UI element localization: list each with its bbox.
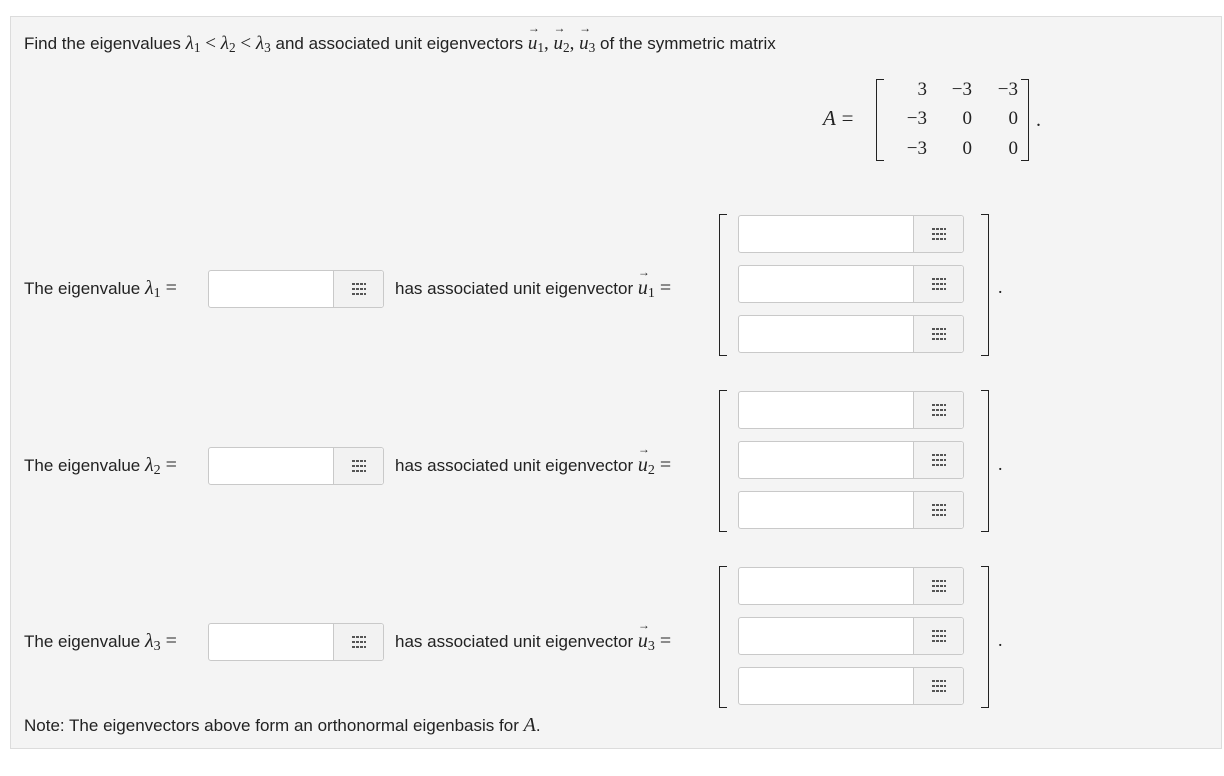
eigenvalue-3-answer xyxy=(208,623,384,661)
grid-icon xyxy=(932,278,946,290)
eigenvector-3-palette-button-3[interactable] xyxy=(913,668,963,704)
eigenvector-3-entry-3 xyxy=(738,667,964,705)
vector-2-right-bracket xyxy=(981,390,989,532)
grid-icon xyxy=(932,680,946,692)
matrix-cell: 0 xyxy=(962,138,972,159)
eigenvalue-1-answer xyxy=(208,270,384,308)
eigenvalue-1-input[interactable] xyxy=(209,271,334,307)
eigenvector-3-input-3[interactable] xyxy=(739,668,914,704)
prompt-text: and associated unit eigenvectors xyxy=(275,34,524,53)
prompt-text: Find the eigenvalues xyxy=(24,34,181,53)
prompt-eigenvalue-ordering: $\lambda_1 < \lambda_2 < \lambda_3$ xyxy=(185,33,271,55)
eigenvector-2-palette-button-3[interactable] xyxy=(913,492,963,528)
question-prompt xyxy=(24,33,776,56)
eigenvector-2-label: has associated unit eigenvector → $u_2$ = xyxy=(395,454,671,479)
eigenvector-2-entry-3 xyxy=(738,491,964,529)
eigenvector-3-entry-1 xyxy=(738,567,964,605)
eigenvector-2-input-2[interactable] xyxy=(739,442,914,478)
matrix-right-bracket xyxy=(1021,79,1029,161)
grid-icon xyxy=(932,580,946,592)
vector-3-right-bracket xyxy=(981,566,989,708)
eigenvalue-3-label: The eigenvalue $\lambda_3$ = xyxy=(24,630,177,654)
question-panel xyxy=(10,16,1222,749)
matrix-cell: 3 xyxy=(917,79,927,100)
matrix-cell: −3 xyxy=(906,108,927,129)
vector-3-left-bracket xyxy=(719,566,727,708)
eigenvector-1-input-1[interactable] xyxy=(739,216,914,252)
grid-icon xyxy=(932,404,946,416)
eigenvector-1-palette-button-3[interactable] xyxy=(913,316,963,352)
eigenvalue-2-palette-button[interactable] xyxy=(333,448,383,484)
matrix-cell: 0 xyxy=(962,108,972,129)
matrix-label: A = xyxy=(823,106,854,130)
grid-icon xyxy=(932,228,946,240)
eigenvector-3-input-2[interactable] xyxy=(739,618,914,654)
note-matrix-symbol: A xyxy=(523,714,536,736)
matrix-cell: 0 xyxy=(1008,108,1018,129)
eigenvector-1-label: has associated unit eigenvector → $u_1$ = xyxy=(395,277,671,302)
matrix-cell: 0 xyxy=(1008,138,1018,159)
eigenvector-3-entry-2 xyxy=(738,617,964,655)
eigenvalue-3-input[interactable] xyxy=(209,624,334,660)
note-text: Note: The eigenvectors above form an orthonormal eigenbasis for A. xyxy=(24,714,541,736)
eigenvector-1-palette-button-1[interactable] xyxy=(913,216,963,252)
grid-icon xyxy=(352,636,366,648)
prompt-text: of the symmetric matrix xyxy=(600,34,776,53)
vector-2-left-bracket xyxy=(719,390,727,532)
eigenvector-1-entry-2 xyxy=(738,265,964,303)
eigenvector-3-palette-button-1[interactable] xyxy=(913,568,963,604)
eigenvalue-2-input[interactable] xyxy=(209,448,334,484)
eigenvalue-1-label: The eigenvalue $\lambda_1$ = xyxy=(24,277,177,301)
eigenvector-3-label: has associated unit eigenvector → $u_3$ = xyxy=(395,630,671,655)
eigenvector-2-palette-button-2[interactable] xyxy=(913,442,963,478)
grid-icon xyxy=(932,504,946,516)
grid-icon xyxy=(932,328,946,340)
vector-1-left-bracket xyxy=(719,214,727,356)
eigenvector-1-palette-button-2[interactable] xyxy=(913,266,963,302)
matrix-cell: −3 xyxy=(997,79,1018,100)
eigenvector-2-palette-button-1[interactable] xyxy=(913,392,963,428)
matrix-cell: −3 xyxy=(951,79,972,100)
eigenvector-2-entry-2 xyxy=(738,441,964,479)
eigenvalue-2-answer xyxy=(208,447,384,485)
eigenvector-2-entry-1 xyxy=(738,391,964,429)
vector-1-period: . xyxy=(998,277,1003,297)
grid-icon xyxy=(932,630,946,642)
grid-icon xyxy=(932,454,946,466)
eigenvector-1-input-2[interactable] xyxy=(739,266,914,302)
vector-3-period: . xyxy=(998,630,1003,650)
eigenvalue-2-label: The eigenvalue $\lambda_2$ = xyxy=(24,454,177,478)
eigenvector-1-entry-3 xyxy=(738,315,964,353)
vector-2-period: . xyxy=(998,454,1003,474)
eigenvector-2-input-3[interactable] xyxy=(739,492,914,528)
grid-icon xyxy=(352,460,366,472)
matrix-period: . xyxy=(1036,109,1041,131)
eigenvalue-3-palette-button[interactable] xyxy=(333,624,383,660)
eigenvector-1-entry-1 xyxy=(738,215,964,253)
eigenvector-1-input-3[interactable] xyxy=(739,316,914,352)
vector-1-right-bracket xyxy=(981,214,989,356)
prompt-eigenvector-list: → $u_1$, → $u_2$, → $u_3$ xyxy=(528,33,600,54)
eigenvector-3-input-1[interactable] xyxy=(739,568,914,604)
grid-icon xyxy=(352,283,366,295)
matrix-cell: −3 xyxy=(906,138,927,159)
eigenvector-3-palette-button-2[interactable] xyxy=(913,618,963,654)
eigenvalue-1-palette-button[interactable] xyxy=(333,271,383,307)
eigenvector-2-input-1[interactable] xyxy=(739,392,914,428)
